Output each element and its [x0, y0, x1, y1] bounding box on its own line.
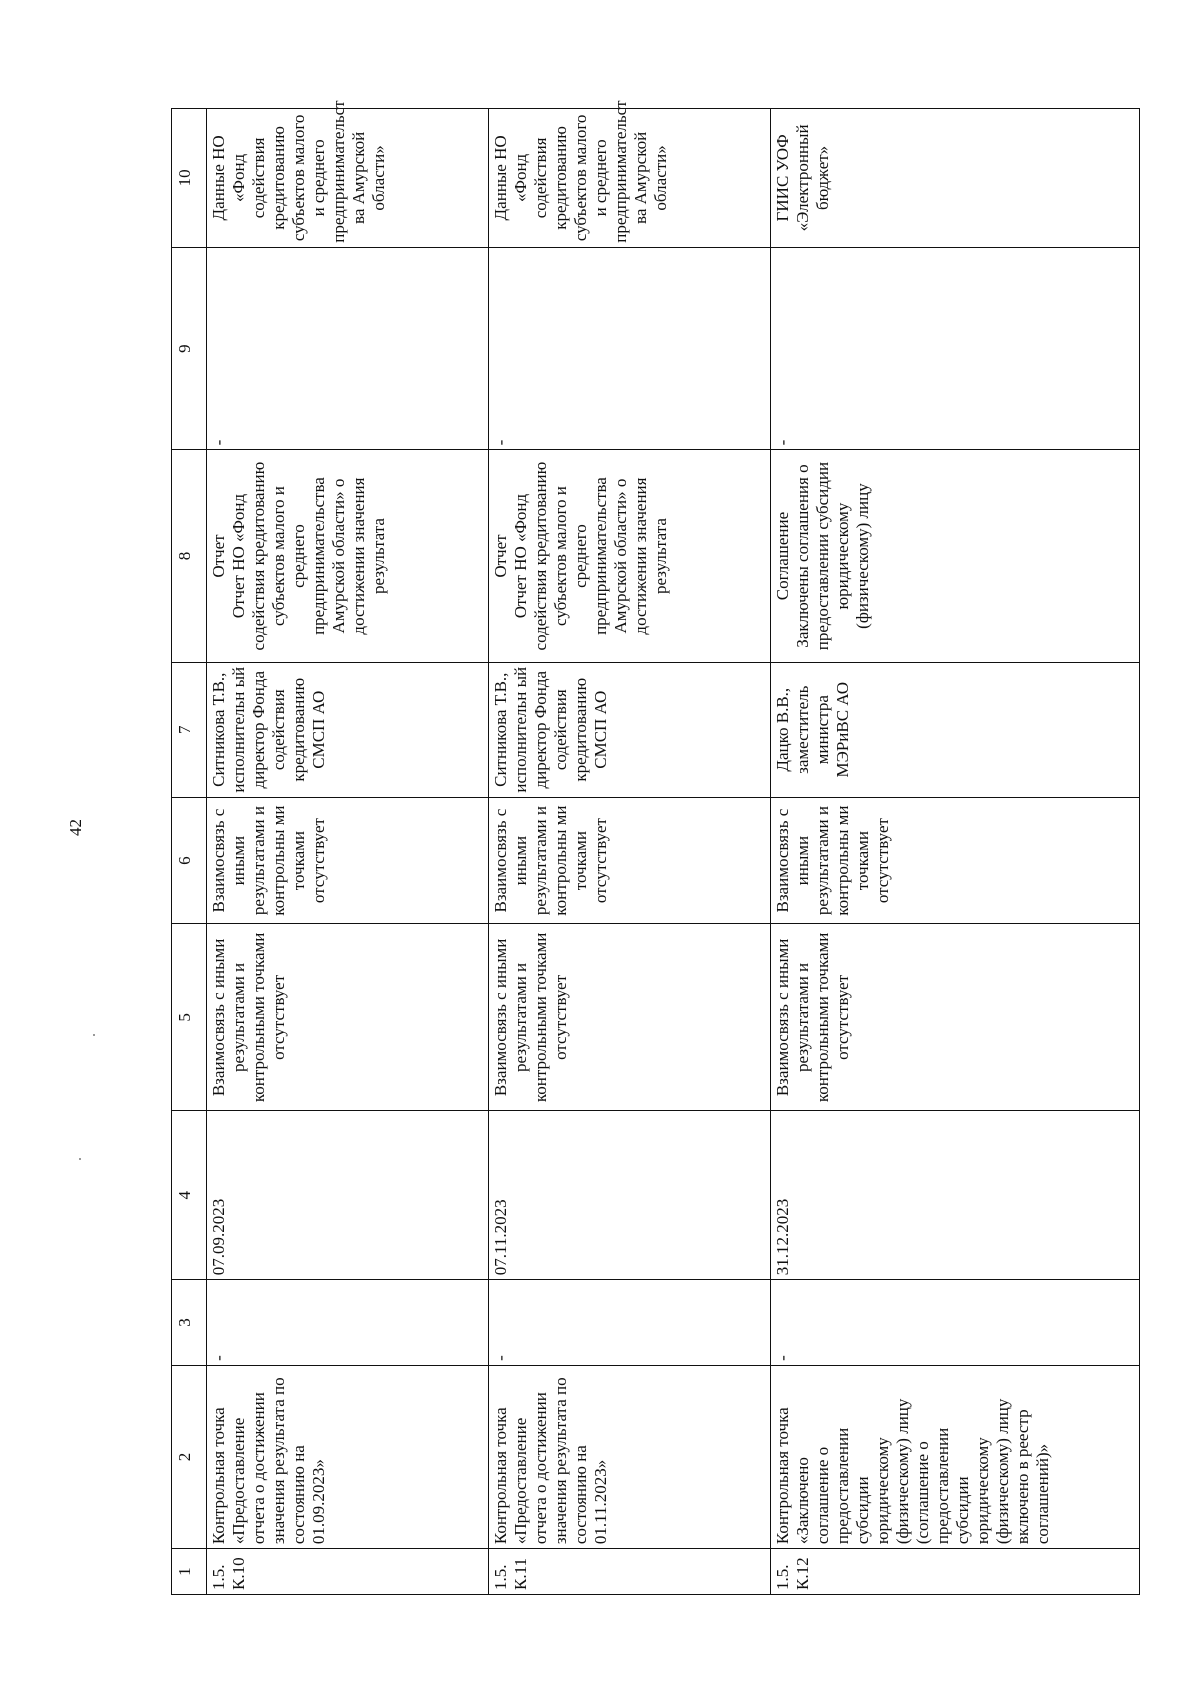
scan-speck	[79, 1158, 81, 1160]
deadline-date: 31.12.2023	[771, 1111, 1140, 1280]
base-value: -	[489, 1280, 771, 1366]
row-code: 1.5. К.12	[771, 1549, 1140, 1595]
responsible-person: Дацко В.В., заместитель министра МЭРиВС АО	[771, 662, 1140, 797]
data-source: Данные НО «Фонд содействия кредитованию субъектов малого и среднего предпринимательст ва Амурской области»	[489, 109, 771, 248]
table-row	[207, 109, 489, 1595]
info-system: -	[771, 247, 1140, 450]
column-header-1: 1	[172, 1549, 207, 1595]
control-point-name: Контрольная точка «Предоставление отчета о достижении значения результата по состоянию на 01.09.2023»	[207, 1365, 489, 1548]
row-code: 1.5. К.11	[489, 1549, 771, 1595]
column-header-7: 7	[172, 662, 207, 797]
table-row	[771, 109, 1140, 1595]
column-header-9: 9	[172, 247, 207, 450]
header-row	[172, 109, 207, 1595]
column-header-4: 4	[172, 1111, 207, 1280]
page-number: 42	[66, 819, 85, 836]
column-header-2: 2	[172, 1365, 207, 1548]
control-point-name: Контрольная точка «Заключено соглашение о предоставлении субсидии юридическому (физическому) лицу (соглашение о предоставлении субсидии юридическому (физическому) лицу включено в реестр соглашений)»	[773, 1398, 1053, 1545]
successor-link: Взаимосвязь с иными результатами и контрольны ми точками отсутствует	[771, 797, 1140, 924]
base-value: -	[207, 1280, 489, 1366]
control-point-name: Контрольная точка «Предоставление отчета о достижении значения результата по состоянию на 01.11.2023»	[489, 1365, 771, 1548]
deadline-date: 07.09.2023	[207, 1111, 489, 1280]
results-table	[171, 100, 1140, 1595]
data-source: Данные НО «Фонд содействия кредитованию субъектов малого и среднего предпринимательст ва Амурской области»	[207, 109, 489, 248]
deadline-date: 07.11.2023	[489, 1111, 771, 1280]
confirming-document: Соглашение Заключены соглашения о предоставлении субсидии юридическому (физическому) лицу	[771, 450, 1140, 662]
column-header-10: 10	[172, 109, 207, 248]
info-system: -	[489, 247, 771, 450]
scan-speck	[93, 1034, 95, 1036]
results-table-wrapper	[171, 100, 1140, 1595]
successor-link: Взаимосвязь с иными результатами и контрольны ми точками отсутствует	[489, 797, 771, 924]
column-header-3: 3	[172, 1280, 207, 1366]
column-header-5: 5	[172, 924, 207, 1111]
base-value: -	[771, 1280, 1140, 1366]
predecessor-link: Взаимосвязь с иными результатами и контрольными точками отсутствует	[207, 924, 489, 1111]
row-code: 1.5. К.10	[207, 1549, 489, 1595]
predecessor-link: Взаимосвязь с иными результатами и контрольными точками отсутствует	[489, 924, 771, 1111]
table-row	[489, 109, 771, 1595]
predecessor-link: Взаимосвязь с иными результатами и контрольными точками отсутствует	[771, 924, 1140, 1111]
data-source: ГИИС УОФ «Электронный бюджет»	[771, 109, 1140, 248]
responsible-person: Ситникова Т.В., исполнительн ый директор Фонда содействия кредитованию СМСП АО	[489, 662, 771, 797]
confirming-document: Отчет Отчет НО «Фонд содействия кредитованию субъектов малого и среднего предпринимательства Амурской области» о достижении значения результата	[489, 450, 771, 662]
info-system: -	[207, 247, 489, 450]
successor-link: Взаимосвязь с иными результатами и контрольны ми точками отсутствует	[207, 797, 489, 924]
column-header-8: 8	[172, 450, 207, 662]
confirming-document: Отчет Отчет НО «Фонд содействия кредитованию субъектов малого и среднего предпринимательства Амурской области» о достижении значения результата	[207, 450, 489, 662]
control-point-name-cell	[771, 1365, 1140, 1548]
responsible-person: Ситникова Т.В., исполнительн ый директор Фонда содействия кредитованию СМСП АО	[207, 662, 489, 797]
column-header-6: 6	[172, 797, 207, 924]
